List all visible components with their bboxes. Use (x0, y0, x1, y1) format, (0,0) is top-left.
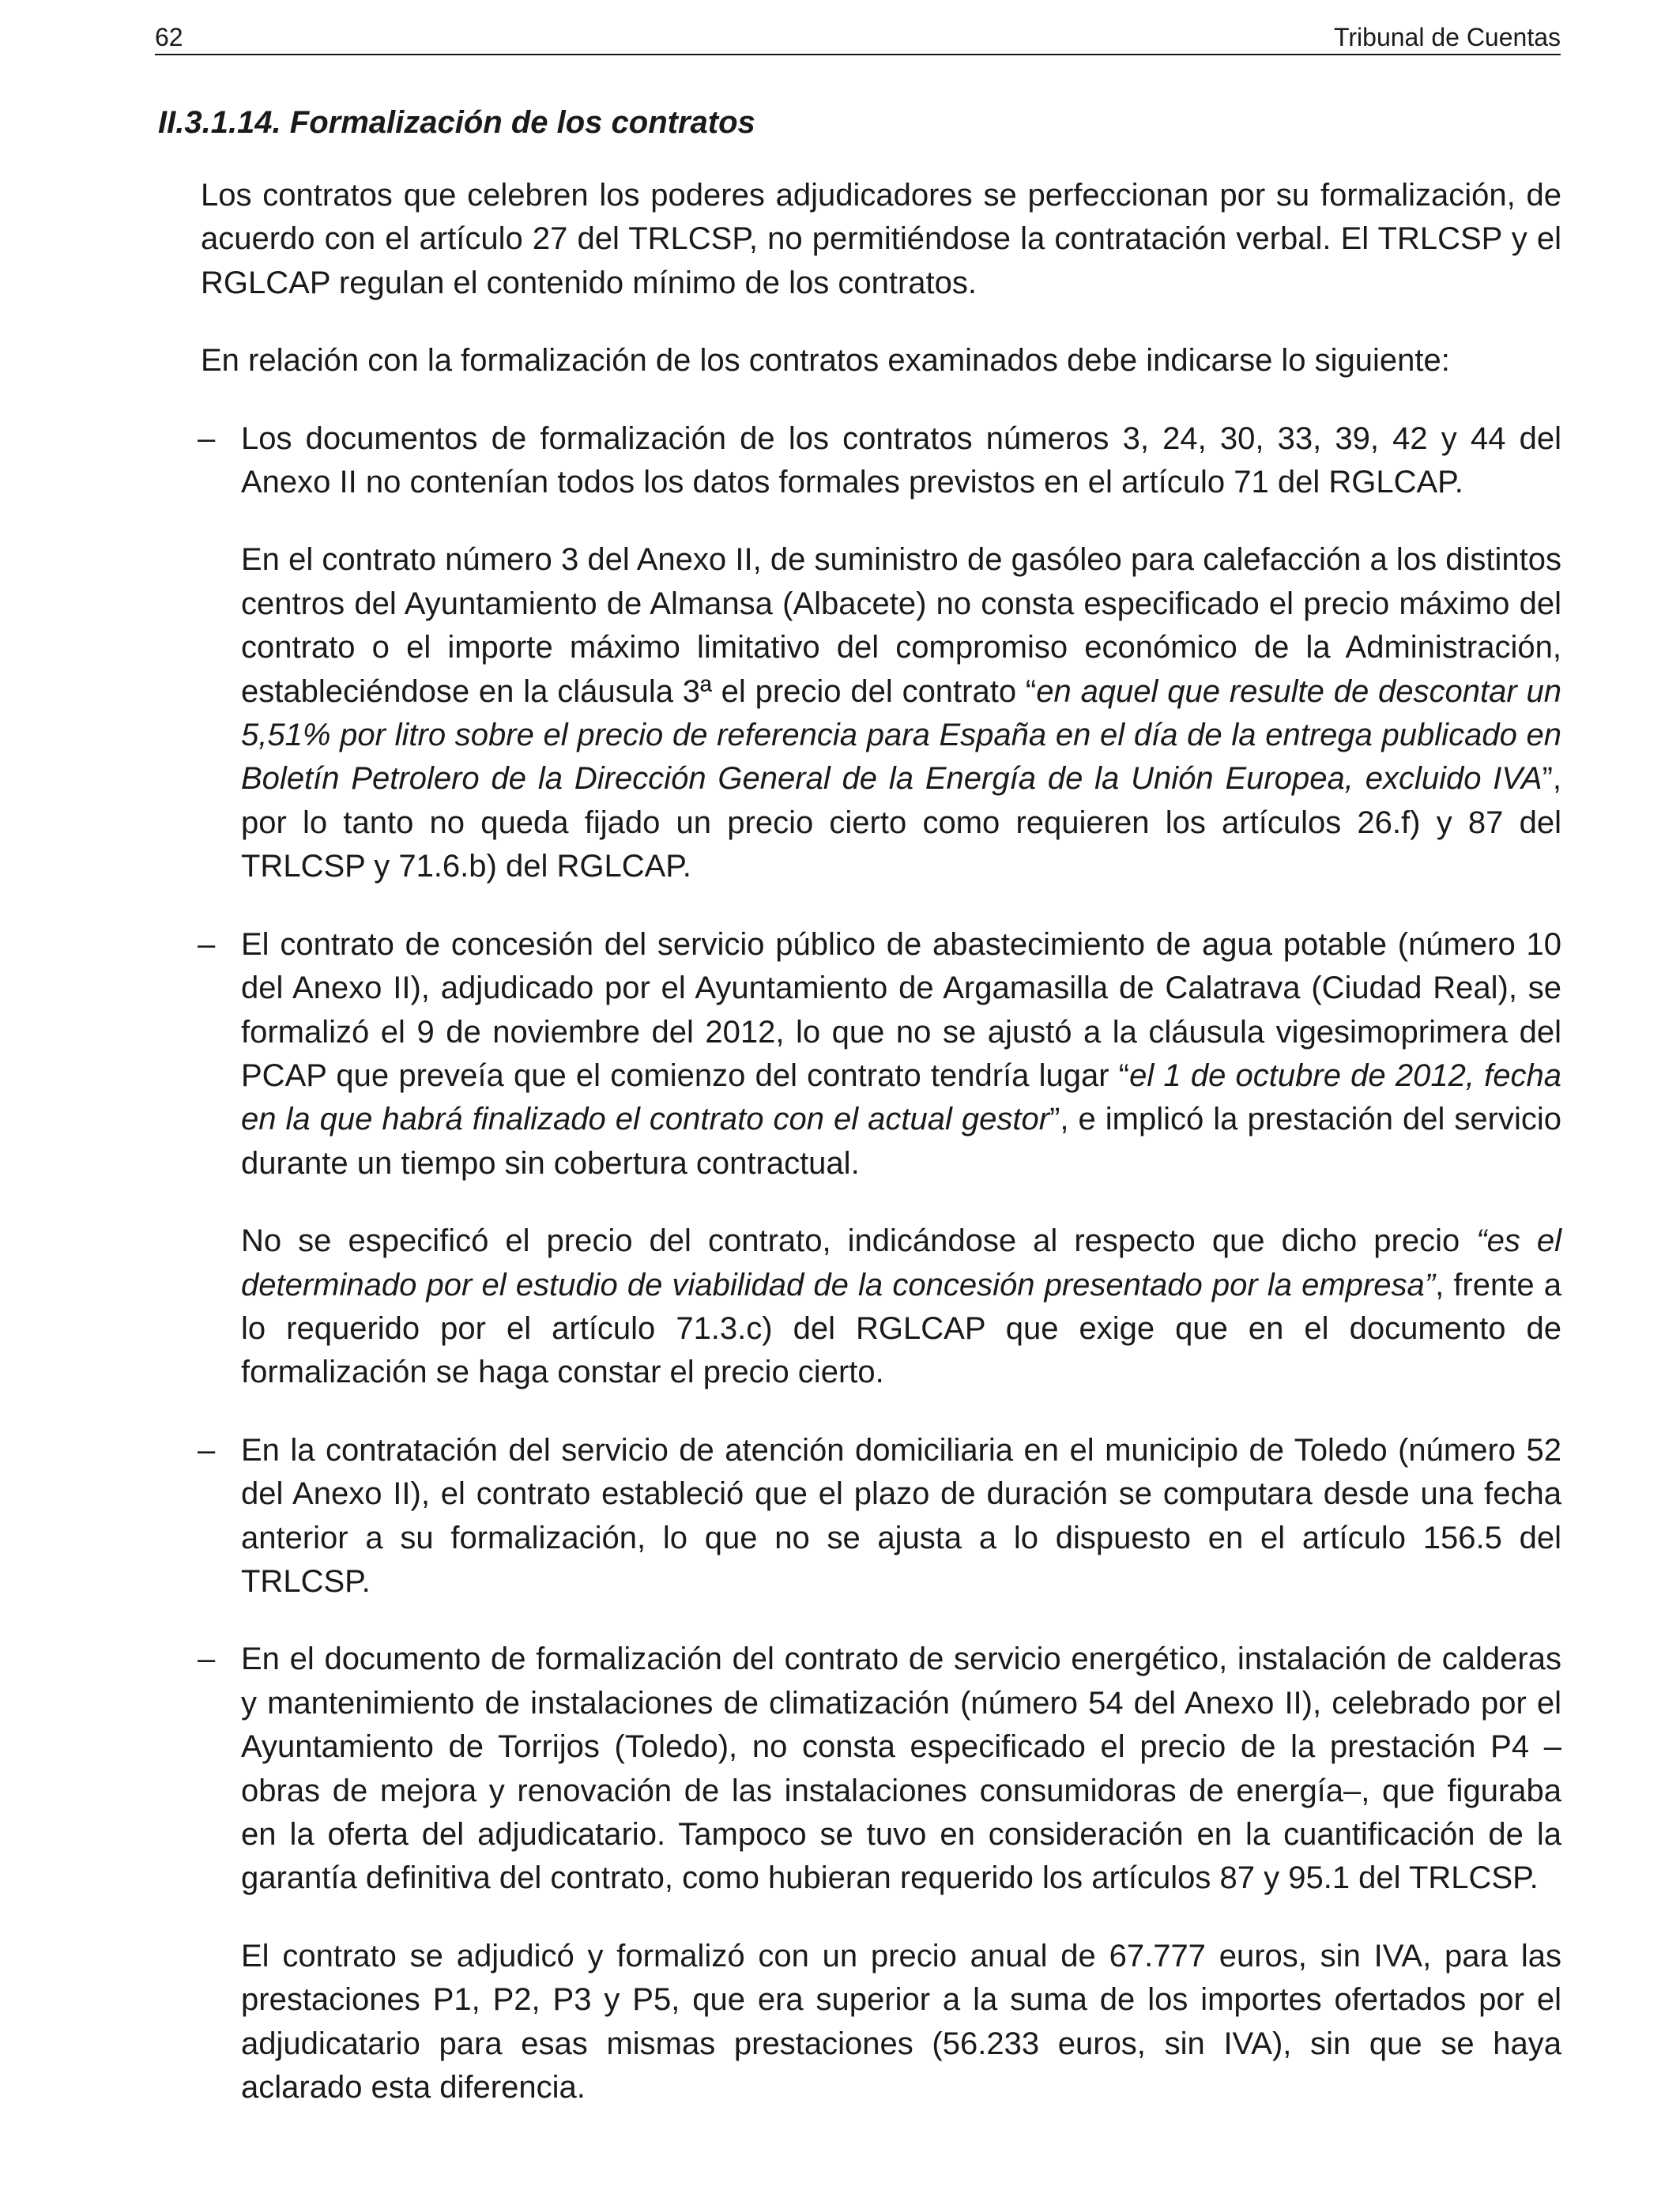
item-2-p1-text: El contrato de concesión del servicio público de abastecimiento de agua potable (número 10 del Anexo II), adjudicado por el Ayuntamiento de Argamasilla de Calatrava (Ciudad Real), se formalizó el 9 de noviembre del 2012, lo que no se ajustó a la cláusula vigesimoprimera del PCAP que preveía que el comienzo del contrato tendría lugar “ (241, 926, 1561, 1093)
item-1-p2-text-end: ”, por lo tanto no queda fijado un precio cierto como requieren los artículos 26.f) y 87 del TRLCSP y 71.6.b) del RGLCAP. (241, 761, 1561, 884)
header-organization: Tribunal de Cuentas (1334, 23, 1561, 51)
item-2-p2-quote: “es el determinado por el estudio de viabilidad de la concesión presentado por la empresa” (241, 1223, 1562, 1302)
intro-paragraph-1: Los contratos que celebren los poderes adjudicadores se perfeccionan por su formalización, de acuerdo con el artículo 27 del TRLCSP, no permitiéndose la contratación verbal. El TRLCSP y el RGLCAP regulan el contenido mínimo de los contratos. (201, 178, 1561, 300)
list-item-2 (198, 923, 1562, 1395)
item-2-p1-quote: el 1 de octubre de 2012, fecha en la que habrá finalizado el contrato con el actual gestor (241, 1057, 1561, 1137)
item-2-p2-text-end: , frente a lo requerido por el artículo 71.3.c) del RGLCAP que exige que en el documento de formalización se haga constar el precio cierto. (241, 1267, 1561, 1390)
list-dash: – (198, 420, 216, 456)
list-dash: – (198, 1642, 216, 1677)
intro-paragraph-2: En relación con la formalización de los contratos examinados debe indicarse lo siguiente: (201, 343, 1450, 379)
item-2-p1-text-end: ”, e implicó la prestación del servicio durante un tiempo sin cobertura contractual. (241, 1102, 1561, 1181)
item-1-paragraph-1: Los documentos de formalización de los contratos números 3, 24, 30, 33, 39, 42 y 44 del Anexo II no contenían todos los datos formales previstos en el artículo 71 del RGLCAP. (241, 420, 1561, 500)
list-item-4 (198, 1638, 1561, 2109)
list-dash: – (198, 1432, 216, 1468)
list-item-1 (198, 417, 1561, 889)
list-dash: – (198, 926, 216, 962)
item-1-paragraph-2 (241, 538, 1561, 888)
page-header (155, 21, 1561, 55)
item-1-p2-text: En el contrato número 3 del Anexo II, de suministro de gasóleo para calefacción a los distintos centros del Ayuntamiento de Almansa (Albacete) no consta especificado el precio máximo del contrato o el importe máximo limitativo del compromiso económico de la Administración, estableciéndose en la cláusula 3ª el precio del contrato “ (241, 542, 1561, 709)
item-2-paragraph-1 (241, 923, 1561, 1186)
item-1-p2-quote: en aquel que resulte de descontar un 5,51% por litro sobre el precio de referencia para España en el día de la entrega publicado en Boletín Petrolero de la Dirección General de la Energía de la Unión Europea, excluido IVA (241, 673, 1561, 797)
page-number: 62 (155, 23, 183, 51)
section-title: II.3.1.14. Formalización de los contratos (158, 105, 755, 140)
item-2-paragraph-2 (241, 1220, 1561, 1395)
item-4-paragraph-1: En el documento de formalización del contrato de servicio energético, instalación de calderas y mantenimiento de instalaciones de climatización (número 54 del Anexo II), celebrado por el Ayuntamiento de Torrijos (Toledo), no consta especificado el precio de la prestación P4 –obras de mejora y renovación de las instalaciones consumidoras de energía–, que figuraba en la oferta del adjudicatario. Tampoco se tuvo en consideración en la cuantificación de la garantía definitiva del contrato, como hubieran requerido los artículos 87 y 95.1 del TRLCSP. (241, 1642, 1561, 1896)
document-body (198, 174, 1562, 2109)
list-item-3 (198, 1429, 1561, 1604)
item-2-p2-text: No se especificó el precio del contrato, indicándose al respecto que dicho precio (241, 1223, 1477, 1259)
item-3-paragraph-1: En la contratación del servicio de atención domiciliaria en el municipio de Toledo (número 52 del Anexo II), el contrato estableció que el plazo de duración se computara desde una fecha anterior a su formalización, lo que no se ajusta a lo dispuesto en el artículo 156.5 del TRLCSP. (241, 1432, 1561, 1599)
item-4-paragraph-2: El contrato se adjudicó y formalizó con un precio anual de 67.777 euros, sin IVA, para las prestaciones P1, P2, P3 y P5, que era superior a la suma de los importes ofertados por el adjudicatario para esas mismas prestaciones (56.233 euros, sin IVA), sin que se haya aclarado esta diferencia. (241, 1938, 1561, 2105)
